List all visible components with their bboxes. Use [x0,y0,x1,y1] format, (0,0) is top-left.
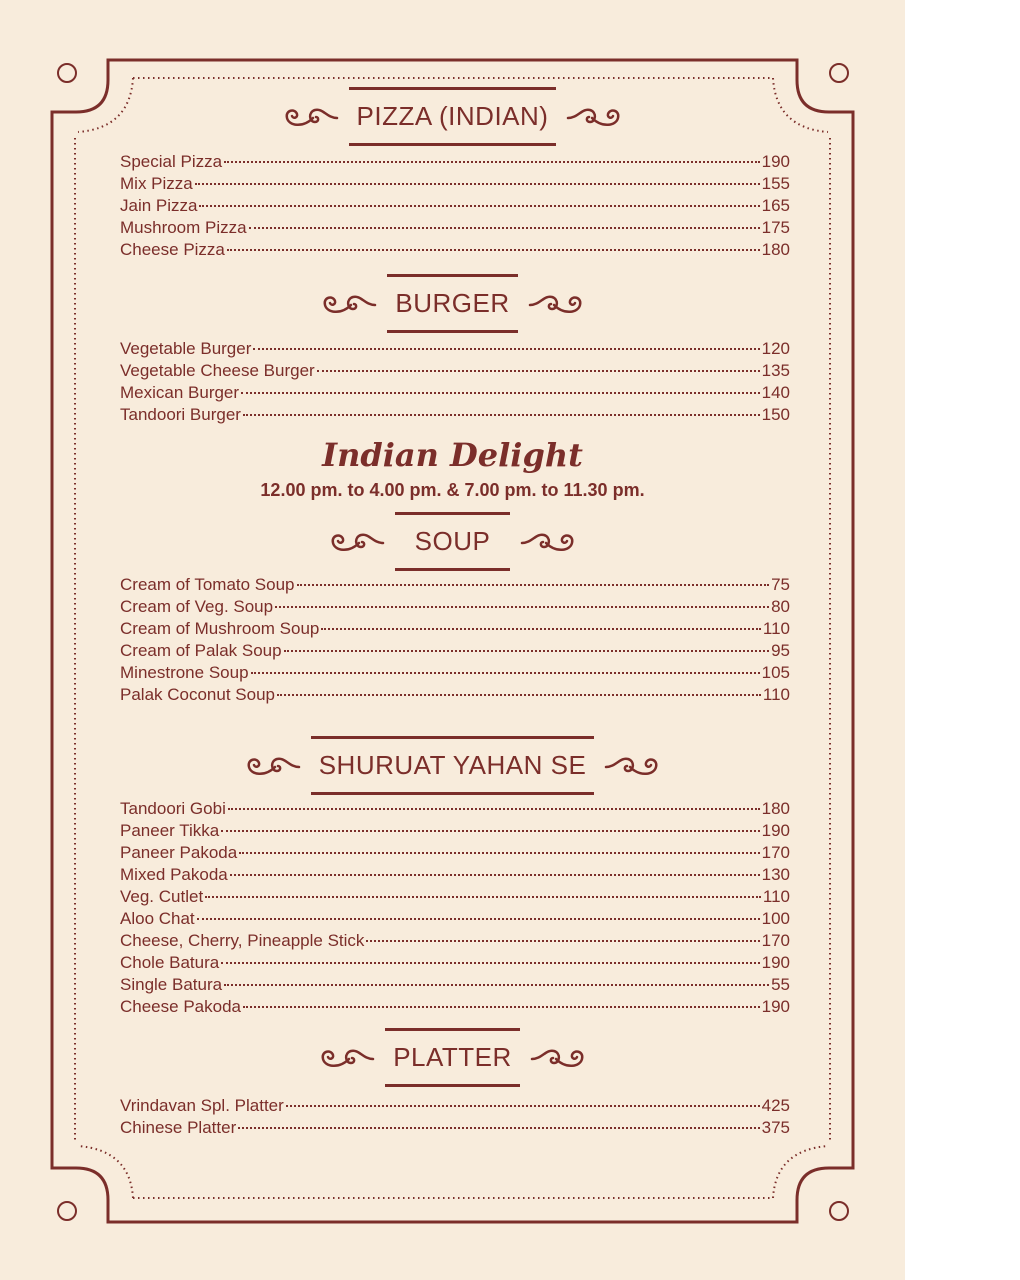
list-item: Cream of Mushroom Soup 110 [120,619,790,638]
list-item: Cheese, Cherry, Pineapple Stick 170 [120,931,790,950]
list-item: Tandoori Gobi 180 [120,799,790,818]
swirl-left-icon [327,527,385,557]
list-item: Minestrone Soup 105 [120,663,790,682]
list-item: Special Pizza 190 [120,152,790,171]
list-item: Cream of Palak Soup 95 [120,641,790,660]
list-item: Chinese Platter 375 [120,1118,790,1137]
shuruat-list [120,798,790,1018]
section-title-platter: PLATTER [393,1042,512,1072]
swirl-right-icon [566,102,624,132]
pizza-heading [0,95,905,138]
soup-heading [0,520,905,563]
soup-list [120,574,790,706]
list-item: Mushroom Pizza 175 [120,218,790,237]
section-title-shuruat: SHURUAT YAHAN SE [318,750,587,780]
list-item: Veg. Cutlet 110 [120,887,790,906]
section-title-burger: BURGER [395,288,510,318]
shuruat-heading [0,744,905,787]
swirl-left-icon [319,289,377,319]
list-item: Cream of Tomato Soup 75 [120,575,790,594]
list-item: Aloo Chat 100 [120,909,790,928]
list-item: Cheese Pizza 180 [120,240,790,259]
list-item: Tandoori Burger 150 [120,405,790,424]
timing-text: 12.00 pm. to 4.00 pm. & 7.00 pm. to 11.30 pm. [260,480,645,500]
swirl-left-icon [243,751,301,781]
section-title-soup: SOUP [414,526,491,556]
pizza-list [120,151,790,261]
list-item: Vrindavan Spl. Platter 425 [120,1096,790,1115]
list-item: Chole Batura 190 [120,953,790,972]
list-item: Cheese Pakoda 190 [120,997,790,1016]
list-item: Mexican Burger 140 [120,383,790,402]
list-item: Paneer Pakoda 170 [120,843,790,862]
platter-heading [0,1036,905,1079]
swirl-left-icon [317,1043,375,1073]
swirl-right-icon [528,289,586,319]
indian-delight-title: Indian Delight [322,436,583,474]
list-item: Paneer Tikka 190 [120,821,790,840]
list-item: Single Batura 55 [120,975,790,994]
swirl-left-icon [281,102,339,132]
list-item: Palak Coconut Soup 110 [120,685,790,704]
list-item: Vegetable Cheese Burger 135 [120,361,790,380]
list-item: Jain Pizza 165 [120,196,790,215]
swirl-right-icon [530,1043,588,1073]
platter-list [120,1095,790,1139]
burger-heading [0,282,905,325]
swirl-right-icon [520,527,578,557]
list-item: Mixed Pakoda 130 [120,865,790,884]
burger-list [120,338,790,426]
list-item: Cream of Veg. Soup 80 [120,597,790,616]
list-item: Vegetable Burger 120 [120,339,790,358]
list-item: Mix Pizza 155 [120,174,790,193]
section-title-pizza: PIZZA (INDIAN) [356,101,549,131]
swirl-right-icon [604,751,662,781]
